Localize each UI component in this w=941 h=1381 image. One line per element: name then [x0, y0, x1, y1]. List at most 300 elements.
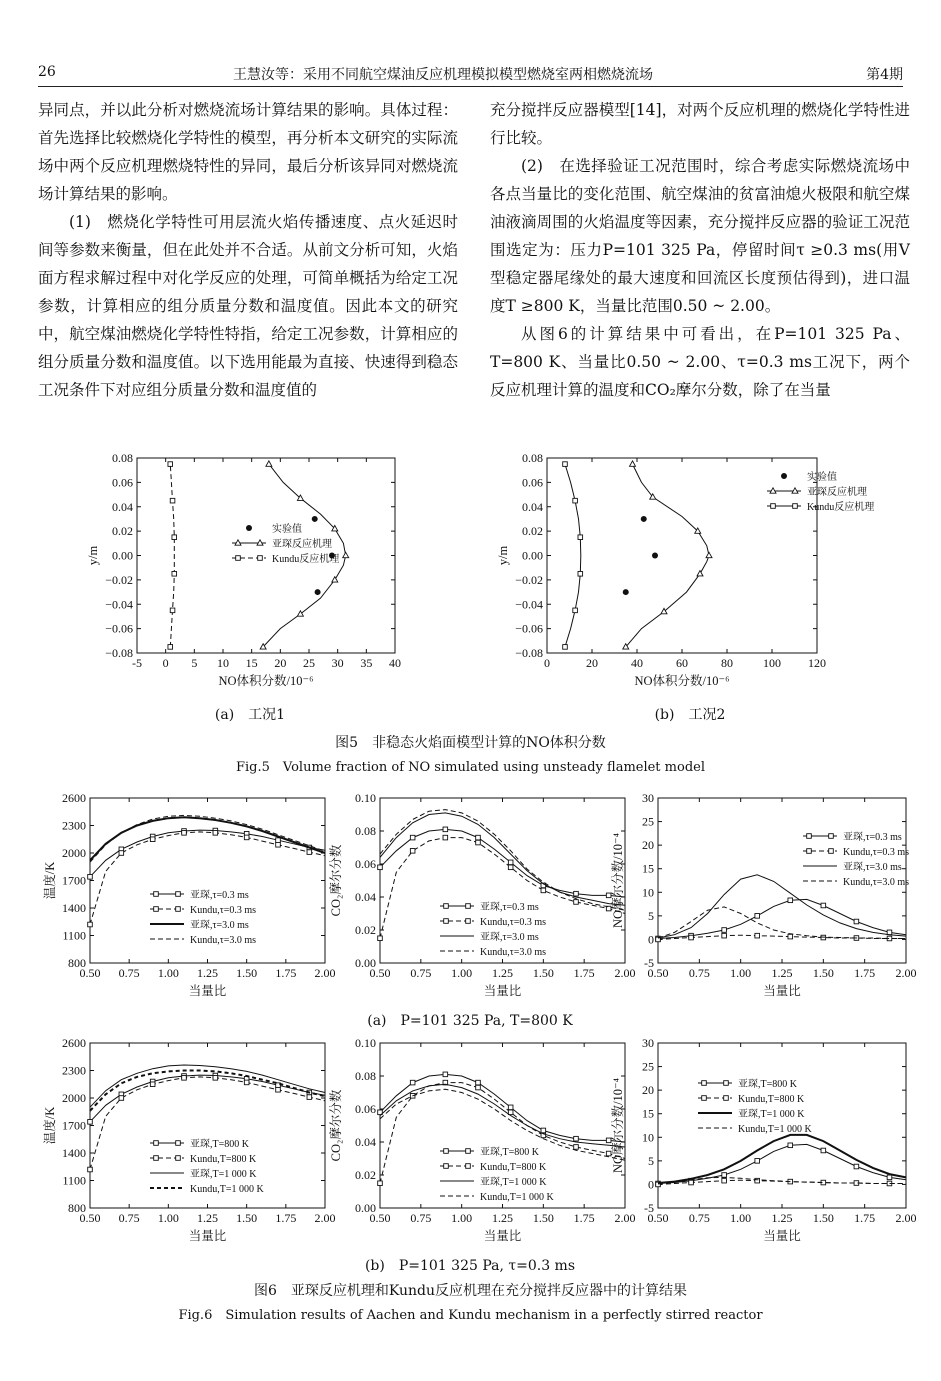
- x-tick-label: 1.75: [275, 966, 297, 980]
- figure-6a-no-chart: [610, 790, 915, 1005]
- y-tick-label: 0: [648, 1177, 654, 1192]
- data-point-marker: [724, 1096, 729, 1101]
- data-point-marker: [378, 865, 383, 870]
- y-tick-label: -5: [644, 1201, 654, 1215]
- figure-6-caption-cn: 图6 亚琛反应机理和Kundu反应机理在充分搅拌反应器中的计算结果: [253, 1283, 688, 1299]
- data-point-marker: [172, 571, 177, 576]
- series-line: [626, 464, 709, 647]
- y-tick-label: 0.00: [355, 1201, 376, 1215]
- data-point-marker: [476, 1080, 481, 1085]
- data-point-marker: [755, 914, 760, 919]
- x-tick-label: -5: [132, 656, 142, 670]
- paragraph: 从图6的计算结果中可看出，在P=101 325 Pa、T=800 K、当量比0.50 ~ 2.00、τ=0.3 ms工况下，两个反应机理计算的温度和CO₂摩尔分数，除了在当量: [490, 325, 910, 399]
- x-axis-label: 当量比: [188, 984, 227, 998]
- legend: [698, 1078, 812, 1135]
- plot-frame: [137, 458, 395, 653]
- series-3: [90, 815, 325, 862]
- y-tick-label: 0.08: [112, 451, 133, 465]
- data-point-marker: [829, 849, 834, 854]
- y-tick-label: 1100: [62, 1173, 86, 1188]
- data-point-marker: [213, 831, 218, 836]
- y-tick-label: −0.04: [515, 597, 543, 612]
- data-point-marker: [541, 1128, 546, 1133]
- legend-label: Kundu,τ=3.0 ms: [843, 877, 910, 888]
- legend: [767, 470, 874, 513]
- data-point-marker: [343, 552, 349, 557]
- data-point-marker: [276, 838, 281, 843]
- data-point-marker: [702, 1096, 707, 1101]
- x-tick-label: 0.50: [79, 966, 101, 980]
- data-point-marker: [443, 1072, 448, 1077]
- x-tick-label: 1.25: [771, 966, 793, 980]
- data-point-marker: [378, 1181, 383, 1186]
- data-point-marker: [689, 1180, 694, 1185]
- data-point-marker: [722, 1173, 727, 1178]
- x-tick-label: 1.00: [157, 966, 179, 980]
- y-tick-label: 20: [642, 838, 654, 853]
- series-line: [380, 1074, 625, 1142]
- x-tick-label: 1.75: [854, 1211, 876, 1225]
- y-tick-label: 5: [648, 1153, 654, 1168]
- y-axis-label: y/m: [86, 545, 100, 566]
- data-point-marker: [887, 930, 892, 935]
- data-point-marker: [563, 645, 568, 650]
- x-axis-label: 当量比: [483, 1229, 522, 1243]
- y-tick-label: 1700: [62, 873, 86, 888]
- x-tick-label: 0.50: [369, 1211, 391, 1225]
- x-tick-label: 1.00: [730, 966, 752, 980]
- legend-label: 亚琛,τ=0.3 ms: [480, 902, 539, 913]
- right-column: [490, 96, 910, 404]
- data-point-marker: [182, 831, 187, 836]
- data-point-marker: [573, 498, 578, 503]
- data-point-marker: [276, 842, 281, 847]
- figure-6a-co2-chart: [315, 790, 636, 1005]
- data-point-marker: [246, 525, 252, 531]
- running-header: [38, 62, 903, 87]
- x-tick-label: 1.25: [492, 1211, 513, 1225]
- y-tick-label: 2300: [62, 1063, 86, 1078]
- data-point-marker: [821, 1148, 826, 1153]
- data-point-marker: [88, 875, 93, 880]
- y-tick-label: −0.06: [105, 621, 133, 636]
- x-tick-label: 0.75: [118, 966, 140, 980]
- legend-label: Kundu,T=800 K: [738, 1094, 805, 1105]
- legend-label: Kundu,T=1 000 K: [480, 1192, 554, 1203]
- y-tick-label: 2000: [62, 1091, 86, 1105]
- y-tick-label: 30: [642, 1036, 654, 1050]
- legend: [440, 901, 546, 958]
- y-tick-label: 0.08: [355, 824, 376, 838]
- x-axis-label: 当量比: [763, 1229, 801, 1243]
- figure-6-caption-en: Fig.6 Simulation results of Aachen and Kundu mechanism in a perfectly stirred reactor: [178, 1308, 763, 1323]
- y-tick-label: 25: [642, 814, 654, 829]
- issue-number: 第4期: [866, 67, 903, 83]
- x-tick-label: 2.00: [614, 1211, 636, 1225]
- x-tick-label: 1.50: [812, 966, 834, 980]
- y-tick-label: 10: [642, 1130, 654, 1145]
- data-point-marker: [444, 1164, 449, 1169]
- series-3: [90, 1071, 325, 1111]
- data-point-marker: [182, 1076, 187, 1081]
- y-tick-label: 25: [642, 1059, 654, 1074]
- figure-5a-chart: [65, 450, 400, 692]
- data-point-marker: [466, 1149, 471, 1154]
- data-point-marker: [508, 1105, 513, 1110]
- x-tick-label: 1.00: [730, 1211, 752, 1225]
- series-line: [658, 907, 906, 939]
- x-tick-label: 10: [217, 656, 229, 670]
- data-point-marker: [213, 1076, 218, 1081]
- x-tick-label: 2.00: [895, 1211, 917, 1225]
- legend: [150, 889, 256, 946]
- y-tick-label: −0.08: [105, 646, 133, 660]
- data-point-marker: [88, 1167, 93, 1172]
- x-tick-label: 20: [274, 656, 287, 670]
- legend-label: Kundu,T=800 K: [480, 1162, 547, 1173]
- x-tick-label: 0.50: [647, 1211, 669, 1225]
- x-tick-label: 2.00: [614, 966, 636, 980]
- y-tick-label: 1100: [62, 928, 86, 943]
- data-point-marker: [573, 608, 578, 613]
- x-tick-label: 1.25: [197, 966, 218, 980]
- y-tick-label: 800: [68, 956, 86, 970]
- x-tick-label: 1.50: [812, 1211, 834, 1225]
- x-tick-label: 1.00: [157, 1211, 179, 1225]
- y-tick-label: 0.08: [522, 451, 543, 465]
- data-point-marker: [378, 936, 383, 941]
- y-tick-label: 0.02: [355, 1168, 376, 1182]
- series-line: [565, 464, 581, 647]
- data-point-marker: [154, 1141, 159, 1146]
- y-tick-label: 0.04: [355, 1135, 376, 1149]
- x-tick-label: 15: [245, 656, 258, 670]
- y-tick-label: 0.06: [522, 475, 543, 490]
- page-number: 26: [38, 64, 56, 80]
- y-tick-label: 0.00: [522, 548, 543, 563]
- y-tick-label: −0.02: [105, 572, 133, 587]
- y-tick-label: 0.00: [112, 548, 133, 563]
- x-tick-label: 1.00: [451, 1211, 473, 1225]
- x-tick-label: 1.50: [532, 966, 554, 980]
- plot-frame: [547, 458, 817, 653]
- data-point-marker: [466, 1164, 471, 1169]
- y-tick-label: 0.08: [355, 1069, 376, 1083]
- y-tick-label: 0.02: [112, 524, 133, 539]
- legend: [150, 1138, 264, 1195]
- x-tick-label: 0.75: [410, 1211, 432, 1225]
- data-point-marker: [258, 556, 263, 561]
- y-tick-label: 0.06: [112, 475, 133, 490]
- x-tick-label: 1.25: [492, 966, 513, 980]
- data-point-marker: [793, 504, 798, 509]
- data-point-marker: [578, 535, 583, 540]
- figure-5-caption-en: Fig.5 Volume fraction of NO simulated using unsteady flamelet model: [235, 760, 705, 775]
- y-axis-label: CO₂摩尔分数: [329, 844, 343, 917]
- legend-label: 实验值: [272, 524, 302, 535]
- data-point-marker: [410, 849, 415, 854]
- data-point-marker: [466, 904, 471, 909]
- data-point-marker: [154, 892, 159, 897]
- x-tick-label: 1.50: [236, 1211, 258, 1225]
- x-tick-label: 0.50: [369, 966, 391, 980]
- legend: [232, 522, 339, 565]
- legend-label: 亚琛,T=1 000 K: [738, 1109, 805, 1120]
- running-title: 王慧汝等：采用不同航空煤油反应机理模拟模型燃烧室两相燃烧流场: [233, 67, 653, 83]
- legend-label: Kundu,τ=3.0 ms: [480, 947, 547, 958]
- data-point-marker: [154, 1156, 159, 1161]
- data-point-marker: [788, 934, 793, 939]
- data-point-marker: [887, 1175, 892, 1180]
- legend: [803, 831, 909, 888]
- y-tick-label: 1700: [62, 1118, 86, 1133]
- data-point-marker: [821, 903, 826, 908]
- y-tick-label: 1400: [62, 1146, 86, 1160]
- data-point-marker: [410, 1080, 415, 1085]
- figure-6a-label: (a) P=101 325 Pa, T=800 K: [367, 1013, 573, 1029]
- data-point-marker: [706, 552, 712, 557]
- figure-6b-co2-chart: [315, 1035, 636, 1250]
- data-point-marker: [771, 504, 776, 509]
- series-line: [170, 464, 174, 647]
- legend-label: Kundu反应机理: [272, 554, 340, 565]
- data-point-marker: [444, 904, 449, 909]
- series-line: [90, 830, 325, 877]
- y-tick-label: 0.04: [112, 499, 133, 514]
- x-tick-label: 40: [631, 656, 643, 670]
- data-point-marker: [541, 888, 546, 893]
- y-tick-label: 1400: [62, 901, 86, 915]
- y-tick-label: 0.02: [522, 524, 543, 539]
- x-tick-label: 2.00: [895, 966, 917, 980]
- data-point-marker: [88, 922, 93, 927]
- data-point-marker: [312, 516, 318, 522]
- data-point-marker: [172, 535, 177, 540]
- legend-label: 亚琛,τ=3.0 ms: [480, 932, 539, 943]
- legend-label: Kundu,T=800 K: [190, 1154, 257, 1165]
- series-line: [380, 829, 625, 897]
- x-axis-label: NO体积分数/10⁻⁶: [634, 674, 730, 688]
- x-tick-label: 25: [303, 656, 315, 670]
- y-axis-label: 温度/K: [43, 1106, 57, 1145]
- legend-label: 亚琛,T=800 K: [738, 1079, 797, 1090]
- data-point-marker: [307, 1095, 312, 1100]
- data-point-marker: [119, 851, 124, 856]
- figure-5a-label: (a) 工况1: [214, 707, 286, 723]
- x-tick-label: 1.25: [771, 1211, 793, 1225]
- data-point-marker: [176, 907, 181, 912]
- legend-label: Kundu,τ=0.3 ms: [843, 847, 910, 858]
- y-tick-label: 0.04: [522, 499, 543, 514]
- legend-label: Kundu反应机理: [807, 502, 875, 513]
- data-point-marker: [119, 1096, 124, 1101]
- data-point-marker: [332, 577, 338, 582]
- x-axis-label: NO体积分数/10⁻⁶: [218, 674, 314, 688]
- x-tick-label: 1.25: [197, 1211, 218, 1225]
- series-2: [658, 1135, 906, 1183]
- y-tick-label: −0.08: [515, 646, 543, 660]
- data-point-marker: [724, 1081, 729, 1086]
- data-point-marker: [476, 835, 481, 840]
- figure-5b-label: (b) 工况2: [654, 707, 726, 723]
- legend-label: 亚琛,τ=0.3 ms: [190, 890, 249, 901]
- x-tick-label: 60: [676, 656, 688, 670]
- y-tick-label: −0.06: [515, 621, 543, 636]
- series-line: [658, 1135, 906, 1183]
- data-point-marker: [244, 1080, 249, 1085]
- x-tick-label: 100: [763, 656, 781, 670]
- legend-label: Kundu,τ=3.0 ms: [190, 935, 257, 946]
- data-point-marker: [508, 865, 513, 870]
- legend-label: 实验值: [807, 472, 837, 483]
- data-point-marker: [854, 919, 859, 924]
- legend-label: Kundu,τ=0.3 ms: [480, 917, 547, 928]
- data-point-marker: [170, 498, 175, 503]
- legend-label: 亚琛,τ=0.3 ms: [843, 832, 902, 843]
- data-point-marker: [630, 461, 636, 466]
- data-point-marker: [755, 933, 760, 938]
- data-point-marker: [722, 933, 727, 938]
- left-column: [38, 96, 458, 404]
- data-point-marker: [476, 840, 481, 845]
- x-tick-label: 1.75: [275, 1211, 297, 1225]
- x-tick-label: 0.75: [410, 966, 432, 980]
- legend-label: 亚琛,T=800 K: [190, 1139, 249, 1150]
- x-tick-label: 1.50: [236, 966, 258, 980]
- y-tick-label: 2300: [62, 818, 86, 833]
- x-axis-label: 当量比: [763, 984, 801, 998]
- y-tick-label: −0.04: [105, 597, 133, 612]
- x-tick-label: 1.50: [532, 1211, 554, 1225]
- data-point-marker: [578, 571, 583, 576]
- data-point-marker: [154, 907, 159, 912]
- y-tick-label: 15: [642, 861, 654, 876]
- data-point-marker: [781, 473, 787, 479]
- figure-6b-no-chart: [610, 1035, 915, 1250]
- series-2: [380, 813, 625, 905]
- legend-label: Kundu,T=1 000 K: [738, 1124, 812, 1135]
- data-point-marker: [574, 1145, 579, 1150]
- data-point-marker: [276, 1087, 281, 1092]
- x-axis-label: 当量比: [188, 1229, 227, 1243]
- series-0: [623, 461, 712, 649]
- data-point-marker: [236, 556, 241, 561]
- figure-5-caption-cn: 图5 非稳态火焰面模型计算的NO体积分数: [335, 735, 606, 751]
- data-point-marker: [410, 835, 415, 840]
- data-point-marker: [444, 919, 449, 924]
- data-point-marker: [574, 900, 579, 905]
- data-point-marker: [150, 1082, 155, 1087]
- series-line: [90, 1071, 325, 1111]
- x-tick-label: 20: [586, 656, 598, 670]
- y-tick-label: −0.02: [515, 572, 543, 587]
- y-tick-label: 10: [642, 885, 654, 900]
- series-1: [168, 462, 177, 649]
- x-tick-label: 5: [191, 656, 198, 670]
- paragraph: 异同点，并以此分析对燃烧流场计算结果的影响。具体过程：首先选择比较燃烧化学特性的模型，再分析本文研究的实际流场中两个反应机理燃烧特性的异同，最后分析该异同对燃烧流场计算结果的影响。: [38, 101, 458, 203]
- legend: [440, 1146, 554, 1203]
- y-axis-label: y/m: [496, 545, 510, 566]
- x-tick-label: 2.00: [314, 1211, 336, 1225]
- data-point-marker: [722, 928, 727, 933]
- y-tick-label: 0.06: [355, 1102, 376, 1116]
- data-point-marker: [315, 589, 321, 595]
- data-point-marker: [307, 850, 312, 855]
- data-point-marker: [702, 1081, 707, 1086]
- legend-label: 亚琛,T=1 000 K: [190, 1169, 257, 1180]
- data-point-marker: [641, 516, 647, 522]
- y-tick-label: 2000: [62, 846, 86, 860]
- data-point-marker: [788, 1143, 793, 1148]
- y-tick-label: 0.10: [355, 1036, 376, 1050]
- legend-label: Kundu,τ=0.3 ms: [190, 905, 257, 916]
- x-tick-label: 0.75: [688, 1211, 710, 1225]
- y-tick-label: 2600: [62, 1036, 86, 1050]
- y-tick-label: 5: [648, 908, 654, 923]
- x-axis-label: 当量比: [483, 984, 522, 998]
- series-line: [380, 813, 625, 905]
- x-tick-label: 0.50: [647, 966, 669, 980]
- y-tick-label: 0.00: [355, 956, 376, 970]
- y-tick-label: 800: [68, 1201, 86, 1215]
- data-point-marker: [88, 1120, 93, 1125]
- data-point-marker: [168, 645, 173, 650]
- data-point-marker: [574, 891, 579, 896]
- y-tick-label: 0.10: [355, 791, 376, 805]
- series-1: [563, 462, 583, 649]
- data-point-marker: [443, 827, 448, 832]
- x-tick-label: 0.50: [79, 1211, 101, 1225]
- data-point-marker: [697, 571, 703, 576]
- data-point-marker: [722, 1178, 727, 1183]
- paragraph: (1) 燃烧化学特性可用层流火焰传播速度、点火延迟时间等参数来衡量，但在此处并不合适。从前文分析可知，火焰面方程求解过程中对化学反应的处理，可简单概括为给定工况参数，计算相应的组分质量分数和温度值。因此本文的研究中，航空煤油燃烧化学特性特指，给定工况参数，计算相应的组分质量分数和温度值。以下选用能最为直接、快速得到稳态工况条件下对应组分质量分数和温度值的: [38, 213, 458, 399]
- x-tick-label: 2.00: [314, 966, 336, 980]
- x-tick-label: 0.75: [118, 1211, 140, 1225]
- data-point-marker: [829, 834, 834, 839]
- data-point-marker: [176, 1156, 181, 1161]
- data-point-marker: [444, 1149, 449, 1154]
- y-tick-label: 0.02: [355, 923, 376, 937]
- x-tick-label: 1.75: [573, 966, 595, 980]
- data-point-marker: [170, 608, 175, 613]
- legend-label: 亚琛反应机理: [807, 487, 867, 498]
- data-point-marker: [244, 835, 249, 840]
- data-point-marker: [755, 1178, 760, 1183]
- y-tick-label: 30: [642, 791, 654, 805]
- paragraph: 充分搅拌反应器模型[14]，对两个反应机理的燃烧化学特性进行比较。: [490, 101, 910, 147]
- data-point-marker: [297, 611, 303, 616]
- series-0: [378, 827, 625, 898]
- y-tick-label: 2600: [62, 791, 86, 805]
- data-point-marker: [788, 898, 793, 903]
- data-point-marker: [652, 553, 658, 559]
- figure-6b-label: (b) P=101 325 Pa, τ=0.3 ms: [364, 1258, 576, 1274]
- y-tick-label: 0.06: [355, 857, 376, 871]
- legend-label: 亚琛,T=1 000 K: [480, 1177, 547, 1188]
- data-point-marker: [574, 1136, 579, 1141]
- x-tick-label: 0: [162, 656, 169, 670]
- y-axis-label: 温度/K: [43, 861, 57, 900]
- data-point-marker: [266, 461, 272, 466]
- data-point-marker: [807, 834, 812, 839]
- x-tick-label: 1.00: [451, 966, 473, 980]
- legend-label: 亚琛,τ=3.0 ms: [843, 862, 902, 873]
- y-tick-label: 0.04: [355, 890, 376, 904]
- paragraph: (2) 在选择验证工况范围时，综合考虑实际燃烧流场中各点当量比的变化范围、航空煤油的贫富油熄火极限和航空煤油液滴周围的火焰温度等因素，充分搅拌反应器的验证工况范围选定为：压力P=101 325 Pa，停留时间τ ≥0.3 ms(用V型稳定器尾缘处的最大速度和回流区长度预估得到)，进口温度T ≥800 K，当量比范围0.50 ~ 2.00。: [490, 157, 910, 315]
- x-tick-label: 0: [544, 656, 550, 670]
- series-2: [623, 516, 658, 595]
- x-tick-label: 40: [389, 656, 401, 670]
